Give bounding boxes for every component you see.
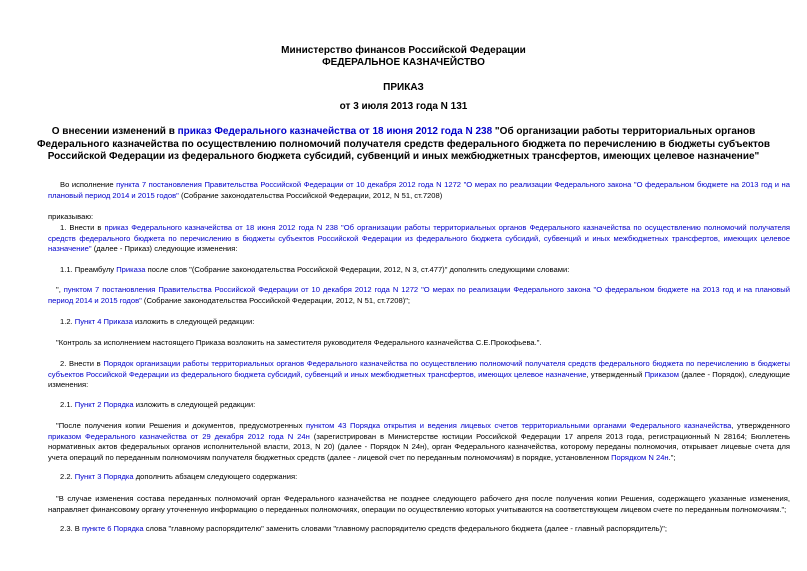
ministry-name: Министерство финансов Российской Федерации <box>281 45 526 56</box>
text: 2.2. <box>60 472 75 481</box>
text: (далее - Порядок), следующие изменения: <box>48 369 790 389</box>
link-order-24n[interactable]: приказом Федерального казначейства от 29 декабря 2012 года N 24н <box>48 431 310 441</box>
link-government-decree[interactable]: пункта 7 постановления Правительства Российской Федерации от 10 декабря 2012 года N 1272 "О мерах по реализации Федерального закона "О федеральном бюджете на 2013 год и на плановый период 2014 и 2015 годов" <box>48 180 790 200</box>
document-date-number: от 3 июля 2013 года N 131 <box>339 101 468 112</box>
paragraph-quote-2-2: "В случае изменения состава переданных полномочий орган Федерального казначейства не позднее следующего рабочего дня после получения копии Решения, содержащего указанные изменения, направляет финансовому органу уточненную информацию о переданных полномочиях, операции по осуществлению которых учитываются на соответствующем лицевом счете по переданным полномочиям."; <box>48 494 790 514</box>
text: изложить в следующей редакции: <box>132 317 255 326</box>
text: изложить в следующей редакции: <box>133 400 256 409</box>
title-link[interactable]: приказ Федерального казначейства от 18 июня 2012 года N 238 <box>177 126 493 137</box>
link-item-4[interactable]: Пункт 4 Приказа <box>74 317 133 326</box>
link-procedure[interactable]: Порядок организации работы территориальных органов Федерального казначейства по осуществлению полномочий получателя средств федерального бюджета по перечислению в бюджеты субъектов Российской Федерации из федерального бюджета субсидий, субвенций и иных межбюджетных трансфертов, имеющих целевое назначение <box>48 359 790 379</box>
paragraph-order: приказываю: <box>48 212 94 221</box>
paragraph-item-1-2 <box>48 317 790 328</box>
agency-name: ФЕДЕРАЛЬНОЕ КАЗНАЧЕЙСТВО <box>322 57 485 68</box>
paragraph-item-2 <box>48 359 790 391</box>
paragraph-quote-2-1 <box>48 421 790 463</box>
text: (Собрание законодательства Российской Федерации, 2012, N 51, ст.7208) <box>178 190 443 200</box>
text: 1. Внести в <box>60 223 105 232</box>
text: слова "главному распорядителю" заменить словами "главному распорядителю средств федерального бюджета (далее - главный распорядитель)"; <box>143 524 667 533</box>
paragraph-quote-1-1 <box>48 285 790 306</box>
title-rest: "Об организации работы территориальных органов Федерального казначейства по осуществлению полномочий получателя средств федерального бюджета по перечислению в бюджеты субъектов Российской Федерации из федерального бюджета субсидий, субвенций и иных межбюджетных трансфертов, имеющих целевое назначение" <box>37 126 770 162</box>
link-item-3[interactable]: Пункт 3 Порядка <box>74 472 134 481</box>
text: ", <box>56 285 64 294</box>
link-item-6[interactable]: пункте 6 Порядка <box>81 524 144 533</box>
text: 1.1. Преамбулу <box>60 265 117 274</box>
title-prefix: О внесении изменений в <box>51 126 178 137</box>
text: 2.1. <box>60 400 75 409</box>
paragraph-item-2-2 <box>48 472 790 483</box>
text: Во исполнение <box>60 180 117 189</box>
text: (Собрание законодательства Российской Федерации, 2012, N 51, ст.7208)"; <box>141 295 411 305</box>
paragraph-item-1 <box>48 223 790 255</box>
text: после слов "(Собрание законодательства Российской Федерации, 2012, N 3, ст.477)" дополнить следующими словами: <box>145 265 570 274</box>
link-item-2[interactable]: Пункт 2 Порядка <box>74 400 134 409</box>
text: 1.2. <box>60 317 75 326</box>
paragraph-item-2-1 <box>48 400 790 411</box>
paragraph-quote-1-2: "Контроль за исполнением настоящего Приказа возложить на заместителя руководителя Федерального казначейства С.Е.Прокофьева.". <box>56 338 542 347</box>
link-order[interactable]: Приказа <box>116 265 146 274</box>
text: "После получения копии Решения и документов, предусмотренных <box>56 421 306 430</box>
text: дополнить абзацем следующего содержания: <box>133 472 298 481</box>
link-procedure-24n[interactable]: Порядком N 24н <box>611 452 669 462</box>
text: , утвержденного <box>731 421 791 430</box>
link-decree-1272[interactable]: пунктом 7 постановления Правительства Российской Федерации от 10 декабря 2012 года N 1272 "О мерах по реализации Федерального закона "О федеральном бюджете на 2013 год и на плановый период 2014 и 2015 годов" <box>48 285 791 305</box>
link-order-238[interactable]: приказ Федерального казначейства от 18 июня 2012 года N 238 "Об организации работы территориальных органов Федерального казначейства по осуществлению полномочий получателя средств федерального бюджета по перечислению в бюджеты субъектов Российской Федерации из федерального бюджета субсидий, субвенций и иных межбюджетных трансфертов, имеющих целевое назначение" <box>48 223 790 253</box>
link-item-43[interactable]: пунктом 43 Порядка открытия и ведения лицевых счетов территориальными органами Федерального казначейства <box>306 421 732 430</box>
text: ."; <box>668 452 676 462</box>
paragraph-item-2-3 <box>48 524 790 535</box>
text: (зарегистрирован в Министерстве юстиции Российской Федерации 17 апреля 2013 года, регистрационный N 28164; Бюллетень нормативных актов федеральных органов исполнительной власти, 2013, N 20) (далее - Порядок N 24н), орган Федерального казначейства, которому переданы полномочия, открывает лицевые счета для учета операций по переданным полномочиям получателя бюджетных средств (далее - лицевой счет по переданным полномочиям) в порядке, установленном <box>48 431 790 462</box>
text: 2.3. В <box>60 524 82 533</box>
paragraph-item-1-1 <box>48 265 790 276</box>
paragraph-preamble <box>48 180 790 201</box>
text: (далее - Приказ) следующие изменения: <box>91 244 238 253</box>
document-title <box>18 126 789 164</box>
document-type: ПРИКАЗ <box>383 82 424 93</box>
text: , утвержденный <box>586 369 645 379</box>
text: 2. Внести в <box>60 359 104 368</box>
link-order-approved[interactable]: Приказом <box>644 369 679 379</box>
